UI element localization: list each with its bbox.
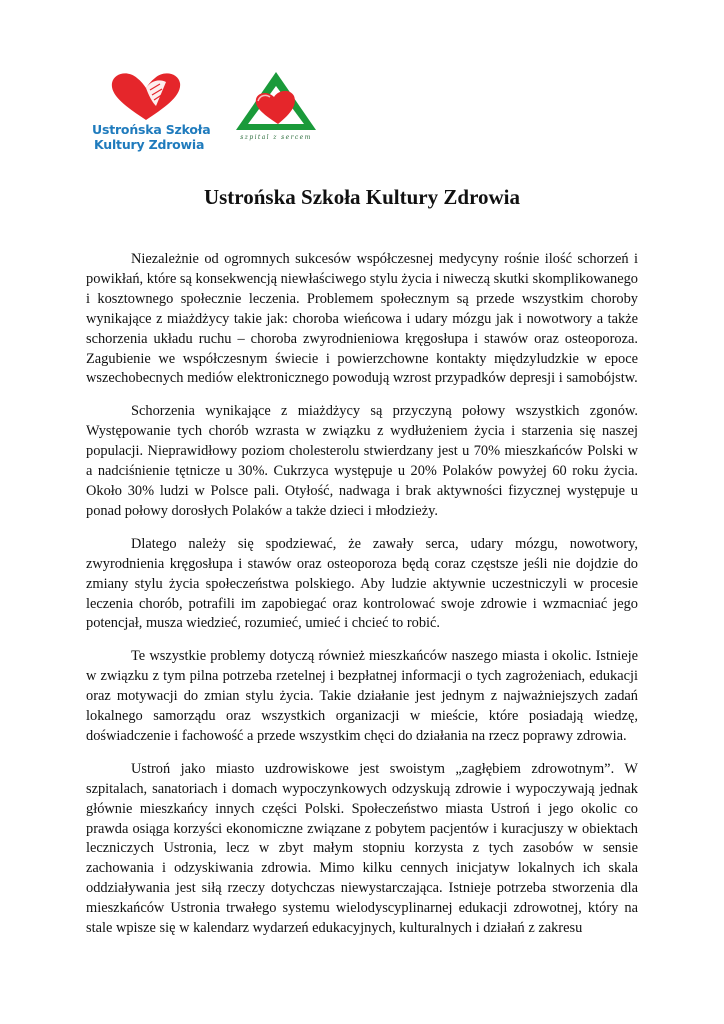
hospital-tagline: szpital z sercem	[240, 134, 312, 141]
paragraph: Te wszystkie problemy dotyczą również mieszkańców naszego miasta i okolic. Istnieje w związku z tym pilna potrzeba rzetelnej i bezpłatnej informacji o tych zagrożeniach, edukacji oraz motywacji do zmian stylu życia. Takie działanie jest jednym z najważniejszych zadań lokalnego samorządu oraz wszystkich organizacji w mieście, które posiadają wiedzę, doświadczenie i fachowość a przede wszystkim chęci do działania na rzecz poprawy zdrowia.	[86, 648, 638, 744]
document-body	[86, 250, 638, 952]
heart-book-icon	[108, 70, 184, 122]
paragraph: Schorzenia wynikające z miażdżycy są przyczyną połowy wszystkich zgonów. Występowanie tych chorób wzrasta w związku z wydłużeniem życia i starzenia się naszej populacji. Nieprawidłowy poziom cholesterolu stwierdzany jest u 70% mieszkańców Polski w a nadciśnienie tętnicze u 30%. Cukrzyca występuje u 20% Polaków powyżej 60 roku życia. Około 30% ludzi w Polsce pali. Otyłość, nadwaga i brak aktywności fizycznej występuje u ponad połowy dorosłych Polaków a także dzieci i młodzieży.	[86, 403, 638, 519]
school-logo-line1: Ustrońska Szkoła	[92, 122, 211, 137]
hospital-logo	[228, 68, 324, 148]
school-logo-text	[92, 122, 211, 152]
triangle-heart-icon	[228, 68, 324, 138]
paragraph: Ustroń jako miasto uzdrowiskowe jest swoistym „zagłębiem zdrowotnym”. W szpitalach, sanatoriach i domach wypoczynkowych odzyskują zdrowie i wypoczywają jednak głównie mieszkańcy innych części Polski. Społeczeństwo miasta Ustroń i jego okolic co prawda osiąga korzyści ekonomiczne związane z pobytem pacjentów i kuracjuszy w obiektach leczniczych Ustronia, lecz w zbyt małym stopniu korzysta z tych zasobów w sensie zachowania i odzyskiwania zdrowia. Mimo kilku cennych inicjatyw lokalnych ich skala oddziaływania jest siłą rzeczy dotychczas niewystarczająca. Istnieje potrzeba stworzenia dla mieszkańców Ustronia trwałego systemu wielodyscyplinarnej edukacji zdrowotnej, który na stale wpisze się w kalendarz wydarzeń edukacyjnych, kulturalnych i działań z zakresu	[86, 760, 638, 937]
school-logo-line2: Kultury Zdrowia	[94, 137, 205, 152]
document-title: Ustrońska Szkoła Kultury Zdrowia	[203, 185, 521, 209]
school-logo	[92, 70, 211, 154]
paragraph: Dlatego należy się spodziewać, że zawały serca, udary mózgu, nowotwory, zwyrodnienia kręgosłupa i stawów oraz osteoporoza będą coraz częstsze jeśli nie dojdzie do zmiany stylu życia społeczeństwa polskiego. Aby ludzie aktywnie uczestniczyli w procesie leczenia chorób, potrafili im zapobiegać oraz kontrolować swoje zdrowie i wzmacniać jego potencjał, musza wiedzieć, rozumieć, umieć i chcieć to robić.	[86, 535, 638, 632]
paragraph: Niezależnie od ogromnych sukcesów współczesnej medycyny rośnie ilość schorzeń i powikłań, które są konsekwencją niewłaściwego stylu życia i niweczą skutki skomplikowanego i kosztownego społecznie leczenia. Problemem społecznym są przede wszystkim choroby wynikające z miażdżycy takie jak: choroba wieńcowa i udary mózgu jak i nowotwory a także schorzenia układu ruchu – choroba zwyrodnieniowa kręgosłupa i stawów oraz osteoporoza. Zagubienie we współczesnym świecie i powierzchowne kontakty międzyludzkie w epoce wszechobecnych mediów elektronicznego powodują wzrost przypadków depresji i samobójstw.	[86, 251, 638, 387]
